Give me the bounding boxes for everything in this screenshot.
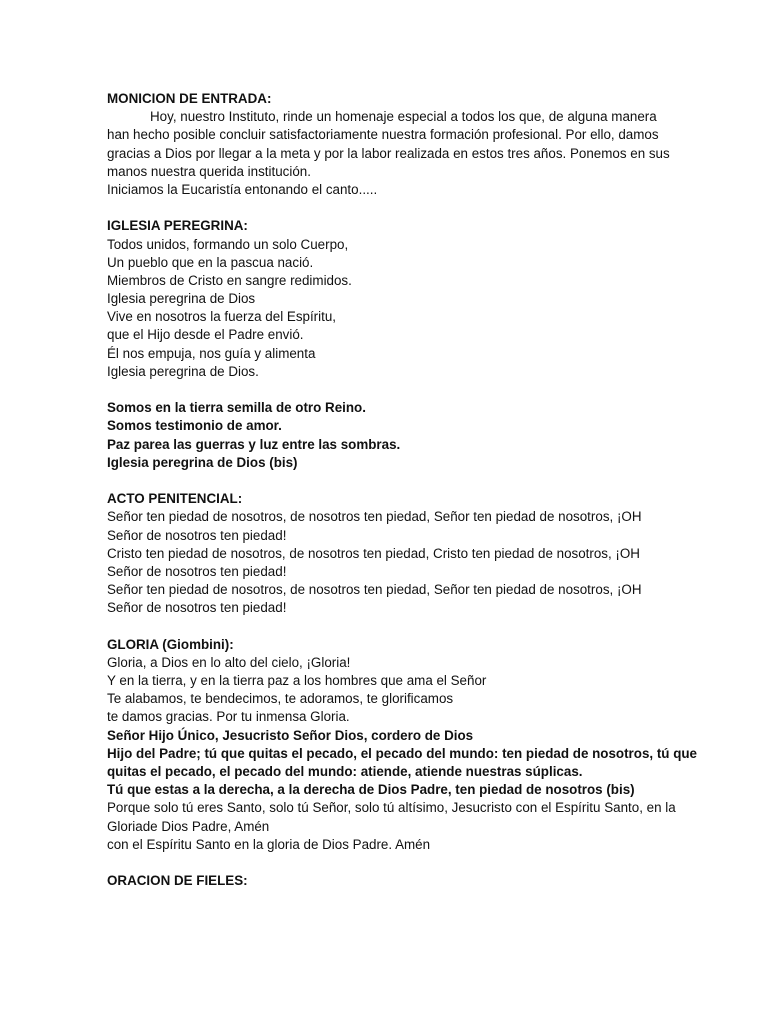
iglesia-verse-line: Iglesia peregrina de Dios (107, 291, 256, 307)
iglesia-verse-line: Vive en nosotros la fuerza del Espíritu, (107, 309, 337, 325)
monicion-line: han hecho posible concluir satisfactoriamente nuestra formación profesional. Por ello, damos (107, 127, 659, 143)
monicion-line: Iniciamos la Eucaristía entonando el canto..... (107, 181, 378, 197)
iglesia-verse-line: Él nos empuja, nos guía y alimenta (107, 345, 316, 361)
gloria-line: Gloria, a Dios en lo alto del cielo, ¡Gloria! (107, 654, 351, 670)
iglesia-chorus-line: Somos testimonio de amor. (107, 418, 282, 434)
monicion-line: manos nuestra querida institución. (107, 163, 311, 179)
acto-line: Cristo ten piedad de nosotros, de nosotros ten piedad, Cristo ten piedad de nosotros, ¡OH (107, 545, 640, 561)
monicion-heading: MONICION DE ENTRADA: (107, 91, 272, 106)
iglesia-verse-line: Un pueblo que en la pascua nació. (107, 254, 314, 270)
iglesia-heading: IGLESIA PEREGRINA: (107, 218, 248, 234)
acto-line: Señor de nosotros ten piedad! (107, 600, 287, 616)
acto-line: Señor de nosotros ten piedad! (107, 527, 287, 543)
document-page (107, 90, 707, 890)
monicion-line: Hoy, nuestro Instituto, rinde un homenaje especial a todos los que, de alguna manera (150, 109, 657, 125)
iglesia-chorus-line: Paz parea las guerras y luz entre las sombras. (107, 436, 401, 452)
iglesia-chorus-line: Iglesia peregrina de Dios (bis) (107, 454, 298, 470)
acto-heading: ACTO PENITENCIAL: (107, 491, 243, 507)
iglesia-verse-line: Miembros de Cristo en sangre redimidos. (107, 272, 352, 288)
gloria-bold-line: Tú que estas a la derecha, a la derecha de Dios Padre, ten piedad de nosotros (bis) (107, 782, 635, 798)
gloria-bold-line: quitas el pecado, el pecado del mundo: atiende, atiende nuestras súplicas. (107, 763, 583, 779)
iglesia-verse-line: Todos unidos, formando un solo Cuerpo, (107, 236, 349, 252)
iglesia-chorus-line: Somos en la tierra semilla de otro Reino. (107, 400, 366, 416)
acto-line: Señor de nosotros ten piedad! (107, 563, 287, 579)
gloria-line: Te alabamos, te bendecimos, te adoramos, te glorificamos (107, 691, 454, 707)
gloria-line: con el Espíritu Santo en la gloria de Dios Padre. Amén (107, 836, 431, 852)
gloria-bold-line: Hijo del Padre; tú que quitas el pecado, el pecado del mundo: ten piedad de nosotros, tú que (107, 745, 697, 761)
gloria-line: Gloriade Dios Padre, Amén (107, 818, 270, 834)
gloria-line: Y en la tierra, y en la tierra paz a los hombres que ama el Señor (107, 673, 487, 688)
gloria-line: Porque solo tú eres Santo, solo tú Señor, solo tú altísimo, Jesucristo con el Espíritu Santo, en la (107, 800, 676, 816)
gloria-heading: GLORIA (Giombini): (107, 636, 234, 652)
gloria-bold-line: Señor Hijo Único, Jesucristo Señor Dios, cordero de Dios (107, 727, 474, 743)
iglesia-verse-line: que el Hijo desde el Padre envió. (107, 327, 304, 343)
iglesia-verse-line: Iglesia peregrina de Dios. (107, 363, 259, 379)
oracion-heading: ORACION DE FIELES: (107, 873, 248, 889)
acto-line: Señor ten piedad de nosotros, de nosotros ten piedad, Señor ten piedad de nosotros, ¡OH (107, 509, 642, 525)
gloria-line: te damos gracias. Por tu inmensa Gloria. (107, 709, 350, 725)
acto-line: Señor ten piedad de nosotros, de nosotros ten piedad, Señor ten piedad de nosotros, ¡OH (107, 582, 642, 598)
monicion-line: gracias a Dios por llegar a la meta y por la labor realizada en estos tres años. Ponemos en sus (107, 145, 670, 161)
